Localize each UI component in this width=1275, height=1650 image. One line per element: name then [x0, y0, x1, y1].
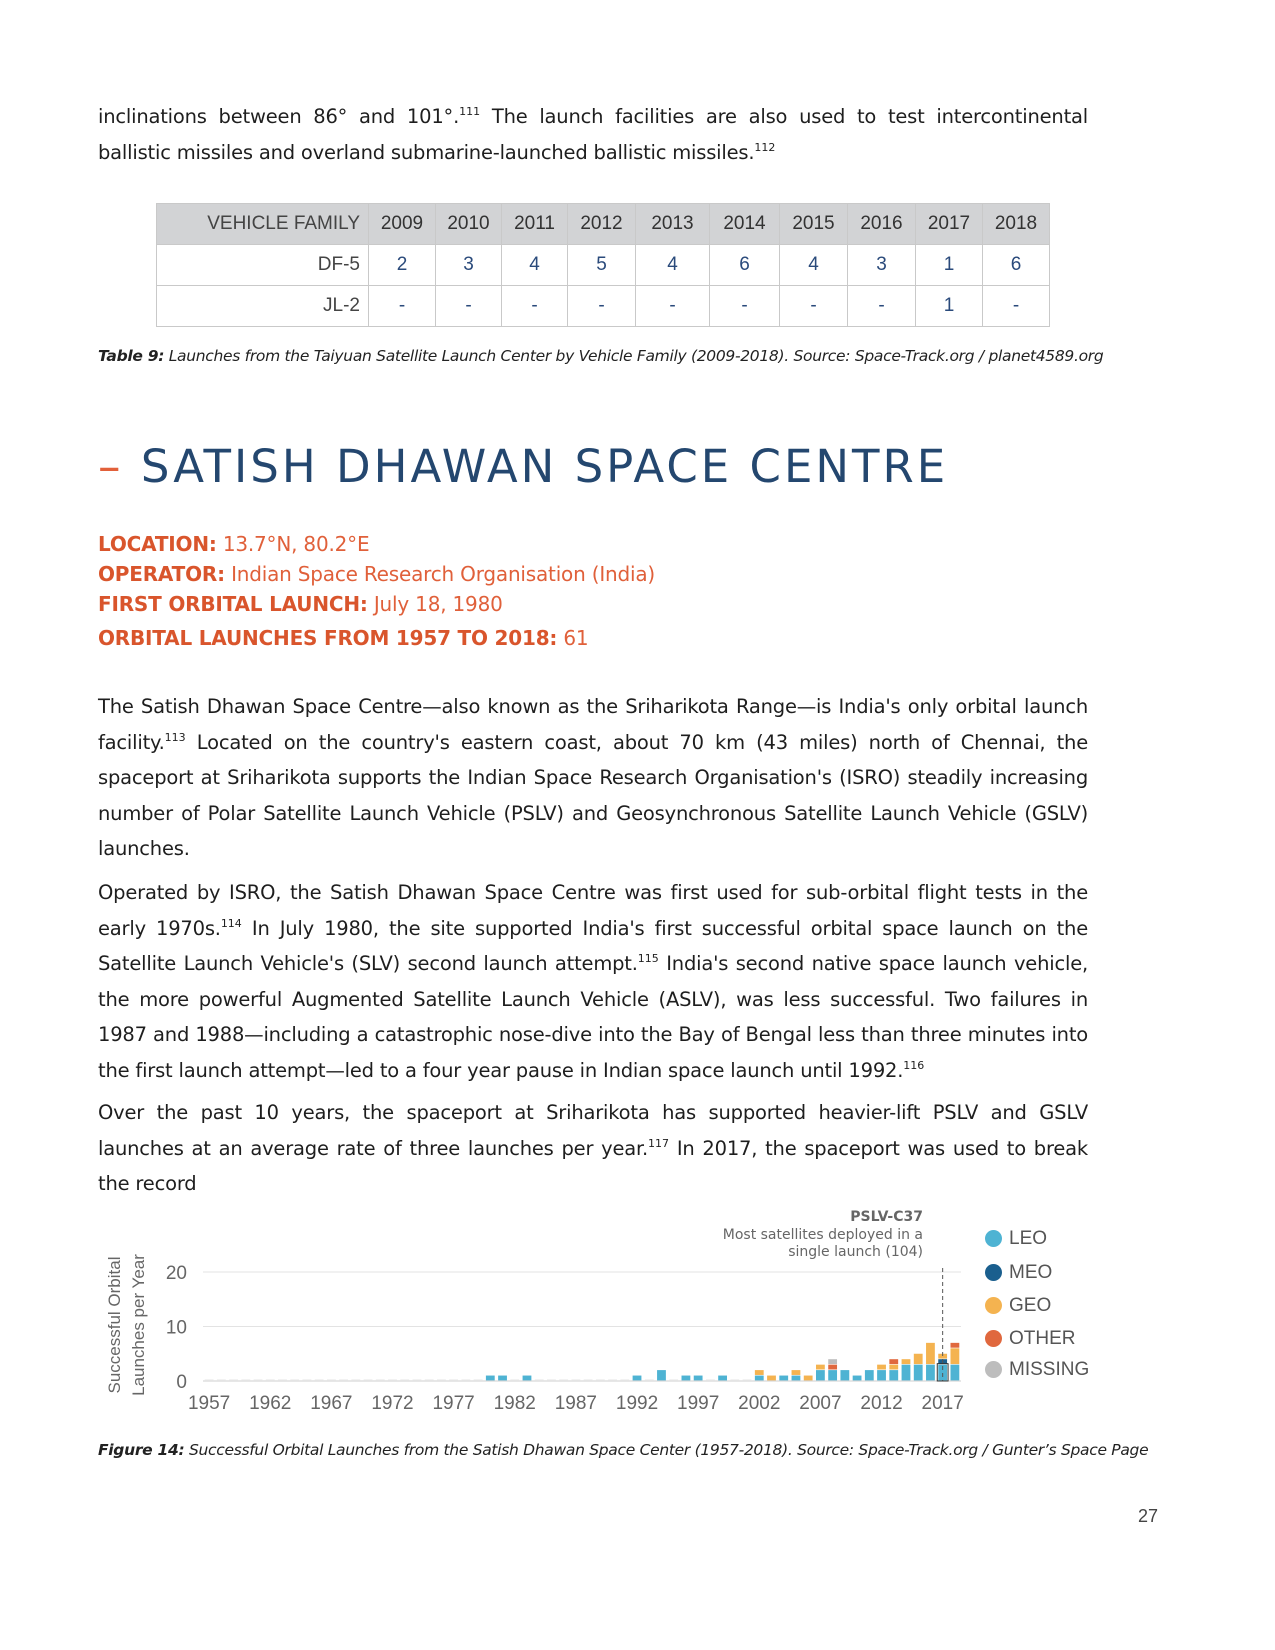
bar-empty: [743, 1380, 752, 1382]
table-cell: -: [636, 286, 710, 327]
intro-text-1: inclinations between 86° and 101°.: [98, 105, 460, 128]
bar-empty: [730, 1380, 739, 1382]
bar-segment-other: [950, 1343, 959, 1348]
bar-empty: [205, 1380, 214, 1382]
bar-segment-leo: [779, 1376, 788, 1381]
figure-caption-text: Successful Orbital Launches from the Satish Dhawan Space Center (1957-2018). Source: Space-Track.org / Gunter’s Space Page: [184, 1441, 1149, 1459]
bar-segment-geo: [877, 1365, 886, 1370]
x-tick-label: 1982: [493, 1393, 536, 1414]
fact-location: [98, 529, 998, 559]
paragraph-text: Located on the country's eastern coast, about 70 km (43 miles) north of Chennai, the spaceport at Sriharikota supports the Indian Space Research Organisation's (ISRO) steadily increasing number of Polar Satellite Launch Vehicle (PSLV) and Geosynchronous Satellite Launch Vehicle (GSLV) launches.: [98, 730, 1088, 860]
bar-empty: [303, 1380, 312, 1382]
facts-block: [98, 529, 998, 653]
table-cell: 6: [983, 245, 1050, 286]
bar-segment-geo: [792, 1370, 801, 1375]
bar-empty: [559, 1380, 568, 1382]
legend-swatch: [985, 1230, 1002, 1247]
launch-chart: [95, 1195, 975, 1425]
bar-segment-geo: [889, 1365, 898, 1370]
footnote-ref[interactable]: 111: [459, 105, 481, 118]
table-header-cell: 2017: [916, 204, 983, 245]
table-header-cell: 2010: [436, 204, 502, 245]
bar-segment-other: [889, 1359, 898, 1364]
paragraph-1: [98, 689, 1088, 867]
fact-first-launch: [98, 589, 998, 619]
legend-label: OTHER: [1009, 1328, 1076, 1349]
fact-value: 13.7°N, 80.2°E: [216, 532, 370, 556]
table-header-cell: 2016: [848, 204, 916, 245]
table-cell: 4: [502, 245, 568, 286]
paragraph-text: India's second native space launch vehicle, the more powerful Augmented Satellite Launch Vehicle (ASLV), was less successful. Two failures in 1987 and 1988—including a catastrophic nose-dive into the Bay of Bengal less than three minutes into the first launch attempt—led to a four year pause in Indian space launch until 1992.: [98, 952, 1088, 1082]
launch-table: [156, 203, 1050, 327]
x-tick-label: 1997: [677, 1393, 720, 1414]
table-header-cell: VEHICLE FAMILY: [157, 204, 369, 245]
table-cell: -: [983, 286, 1050, 327]
table-cell: 1: [916, 245, 983, 286]
fact-label: ORBITAL LAUNCHES FROM 1957 TO 2018:: [98, 626, 558, 650]
bar-segment-leo: [755, 1376, 764, 1381]
bar-segment-leo: [902, 1365, 911, 1381]
bar-segment-geo: [914, 1354, 923, 1364]
legend-label: MISSING: [1009, 1359, 1090, 1380]
footnote-ref[interactable]: 115: [637, 952, 659, 965]
figure-caption-label: Figure 14:: [98, 1441, 185, 1459]
bar-empty: [620, 1380, 629, 1382]
bar-segment-missing: [828, 1359, 837, 1364]
table-caption-label: Table 9:: [98, 347, 165, 365]
legend-label: LEO: [1009, 1228, 1048, 1249]
section-title: [98, 440, 948, 493]
bar-empty: [413, 1380, 422, 1382]
bar-empty: [351, 1380, 360, 1382]
table-cell: 4: [636, 245, 710, 286]
bar-segment-leo: [889, 1370, 898, 1380]
bar-empty: [241, 1380, 250, 1382]
bar-segment-leo: [877, 1370, 886, 1380]
table-cell: -: [436, 286, 502, 327]
footnote-ref[interactable]: 114: [220, 916, 242, 930]
bar-empty: [400, 1380, 409, 1382]
legend-swatch: [985, 1330, 1002, 1347]
paragraph-text: The Satish Dhawan Space Centre—also known as the Sriharikota Range—is India's only orbital launch facility.: [98, 695, 1088, 754]
x-tick-label: 2017: [921, 1393, 964, 1414]
annotation-text: single launch (104): [788, 1244, 923, 1260]
table-cell: 3: [436, 245, 502, 286]
paragraph-text: In 2017, the spaceport was used to break the record: [98, 1136, 1088, 1195]
legend-label: GEO: [1009, 1295, 1052, 1316]
x-tick-label: 1977: [432, 1393, 475, 1414]
table-cell: 4: [780, 245, 848, 286]
fact-launch-count: [98, 623, 998, 653]
bar-empty: [474, 1380, 483, 1382]
table-cell: -: [369, 286, 436, 327]
table-cell: -: [568, 286, 636, 327]
bar-empty: [461, 1380, 470, 1382]
bar-empty: [290, 1380, 299, 1382]
bar-empty: [266, 1380, 275, 1382]
y-tick-label: 10: [165, 1317, 187, 1339]
fact-value: July 18, 1980: [367, 592, 503, 616]
table-header-cell: 2013: [636, 204, 710, 245]
bar-segment-geo: [902, 1359, 911, 1364]
bar-empty: [669, 1380, 678, 1382]
bar-empty: [535, 1380, 544, 1382]
table-row: [157, 286, 1050, 327]
bar-empty: [449, 1380, 458, 1382]
table-header-cell: 2009: [369, 204, 436, 245]
table-cell: 1: [916, 286, 983, 327]
x-tick-label: 2002: [738, 1393, 781, 1414]
table-caption-text: Launches from the Taiyuan Satellite Launch Center by Vehicle Family (2009-2018). Source: Space-Track.org / planet4589.org: [164, 347, 1104, 365]
x-tick-label: 2012: [860, 1393, 903, 1414]
legend-swatch: [985, 1361, 1002, 1378]
page-number: 27: [1138, 1506, 1159, 1526]
table-cell: 6: [710, 245, 780, 286]
y-axis-label: Successful Orbital: [105, 1256, 124, 1394]
x-tick-label: 1957: [187, 1393, 231, 1414]
table-header-cell: 2018: [983, 204, 1050, 245]
annotation-text: Most satellites deployed in a: [722, 1227, 923, 1243]
bar-segment-geo: [767, 1376, 776, 1381]
bar-empty: [596, 1380, 605, 1382]
y-tick-label: 20: [165, 1263, 187, 1284]
table-header-cell: 2012: [568, 204, 636, 245]
table-caption: [98, 347, 1103, 365]
table-header-row: [157, 204, 1050, 245]
bar-empty: [645, 1380, 654, 1382]
table-cell: 2: [369, 245, 436, 286]
table-header-cell: 2015: [780, 204, 848, 245]
bar-segment-leo: [828, 1370, 837, 1380]
legend-swatch: [985, 1264, 1002, 1281]
bar-segment-geo: [950, 1348, 959, 1364]
fact-value: Indian Space Research Organisation (India): [224, 562, 656, 586]
bar-empty: [315, 1380, 324, 1382]
x-tick-label: 1967: [310, 1393, 353, 1414]
x-tick-label: 1972: [371, 1393, 414, 1414]
bar-segment-leo: [950, 1365, 959, 1381]
bar-segment-geo: [926, 1343, 935, 1364]
bar-segment-leo: [914, 1365, 923, 1381]
bar-segment-leo: [633, 1376, 642, 1381]
x-tick-label: 2007: [799, 1393, 842, 1414]
table-cell: -: [502, 286, 568, 327]
fact-label: FIRST ORBITAL LAUNCH:: [98, 592, 368, 616]
table-cell: -: [710, 286, 780, 327]
table-cell: 5: [568, 245, 636, 286]
bar-segment-leo: [926, 1365, 935, 1381]
bar-empty: [571, 1380, 580, 1382]
section-title-text: SATISH DHAWAN SPACE CENTRE: [140, 440, 949, 493]
intro-paragraph: [98, 99, 1088, 170]
bar-empty: [388, 1380, 397, 1382]
bar-segment-leo: [498, 1376, 507, 1381]
title-dash: –: [98, 440, 124, 493]
x-tick-label: 1962: [249, 1393, 292, 1414]
bar-segment-leo: [682, 1376, 691, 1381]
bar-empty: [437, 1380, 446, 1382]
bar-empty: [229, 1380, 238, 1382]
bar-segment-other: [828, 1365, 837, 1370]
bar-segment-leo: [840, 1370, 849, 1380]
bar-segment-geo: [816, 1365, 825, 1370]
bar-empty: [364, 1380, 373, 1382]
bar-empty: [584, 1380, 593, 1382]
bar-empty: [706, 1380, 715, 1382]
paragraph-2: [98, 875, 1088, 1088]
x-tick-label: 1987: [554, 1393, 598, 1414]
bar-segment-leo: [523, 1376, 532, 1381]
bar-empty: [425, 1380, 434, 1382]
figure-caption: [98, 1441, 1148, 1459]
fact-label: LOCATION:: [98, 532, 217, 556]
bar-empty: [510, 1380, 519, 1382]
x-tick-label: 1992: [615, 1393, 659, 1414]
y-axis-label: Launches per Year: [129, 1254, 148, 1396]
paragraph-text: Operated by ISRO, the Satish Dhawan Space Centre was first used for sub-orbital flight tests in the early 1970s.: [98, 881, 1088, 940]
footnote-ref[interactable]: 113: [164, 730, 186, 744]
fact-label: OPERATOR:: [98, 562, 225, 586]
bar-segment-leo: [816, 1370, 825, 1380]
bar-empty: [217, 1380, 226, 1382]
bar-empty: [547, 1380, 556, 1382]
table-row: [157, 245, 1050, 286]
bar-segment-leo: [865, 1370, 874, 1380]
bar-empty: [339, 1380, 348, 1382]
table-cell-family: JL-2: [157, 286, 369, 327]
footnote-ref[interactable]: 117: [648, 1136, 670, 1150]
bar-segment-leo: [792, 1376, 801, 1381]
footnote-ref[interactable]: 116: [903, 1058, 925, 1072]
bar-segment-leo: [486, 1376, 495, 1381]
table-header-cell: 2014: [710, 204, 780, 245]
bar-empty: [254, 1380, 263, 1382]
y-tick-label: 0: [176, 1372, 187, 1393]
table-cell-family: DF-5: [157, 245, 369, 286]
table-cell: -: [780, 286, 848, 327]
bar-segment-leo: [657, 1370, 666, 1380]
paragraph-3: [98, 1095, 1088, 1202]
bar-segment-leo: [718, 1376, 727, 1381]
bar-empty: [376, 1380, 385, 1382]
fact-value: 61: [557, 626, 589, 650]
table-cell: -: [848, 286, 916, 327]
paragraph-text: Over the past 10 years, the spaceport at Sriharikota has supported heavier-lift PSLV and GSLV launches at an average rate of three launches per year.: [98, 1101, 1088, 1160]
footnote-ref[interactable]: 112: [754, 140, 776, 154]
bar-segment-geo: [804, 1376, 813, 1381]
table-cell: 3: [848, 245, 916, 286]
paragraph-text: In July 1980, the site supported India's first successful orbital space launch on the Satellite Launch Vehicle's (SLV) second launch attempt.: [98, 916, 1088, 975]
annotation-title: PSLV-C37: [850, 1209, 923, 1225]
bar-empty: [327, 1380, 336, 1382]
legend-swatch: [985, 1297, 1002, 1314]
bar-segment-leo: [853, 1376, 862, 1381]
bar-segment-geo: [755, 1370, 764, 1375]
bar-segment-leo: [694, 1376, 703, 1381]
intro-text-2: The launch facilities are also used to test intercontinental ballistic missiles and overland submarine-launched ballistic missiles.: [98, 105, 1088, 164]
bar-empty: [278, 1380, 287, 1382]
legend-label: MEO: [1009, 1262, 1053, 1283]
table-header-cell: 2011: [502, 204, 568, 245]
fact-operator: [98, 559, 998, 589]
bar-empty: [608, 1380, 617, 1382]
